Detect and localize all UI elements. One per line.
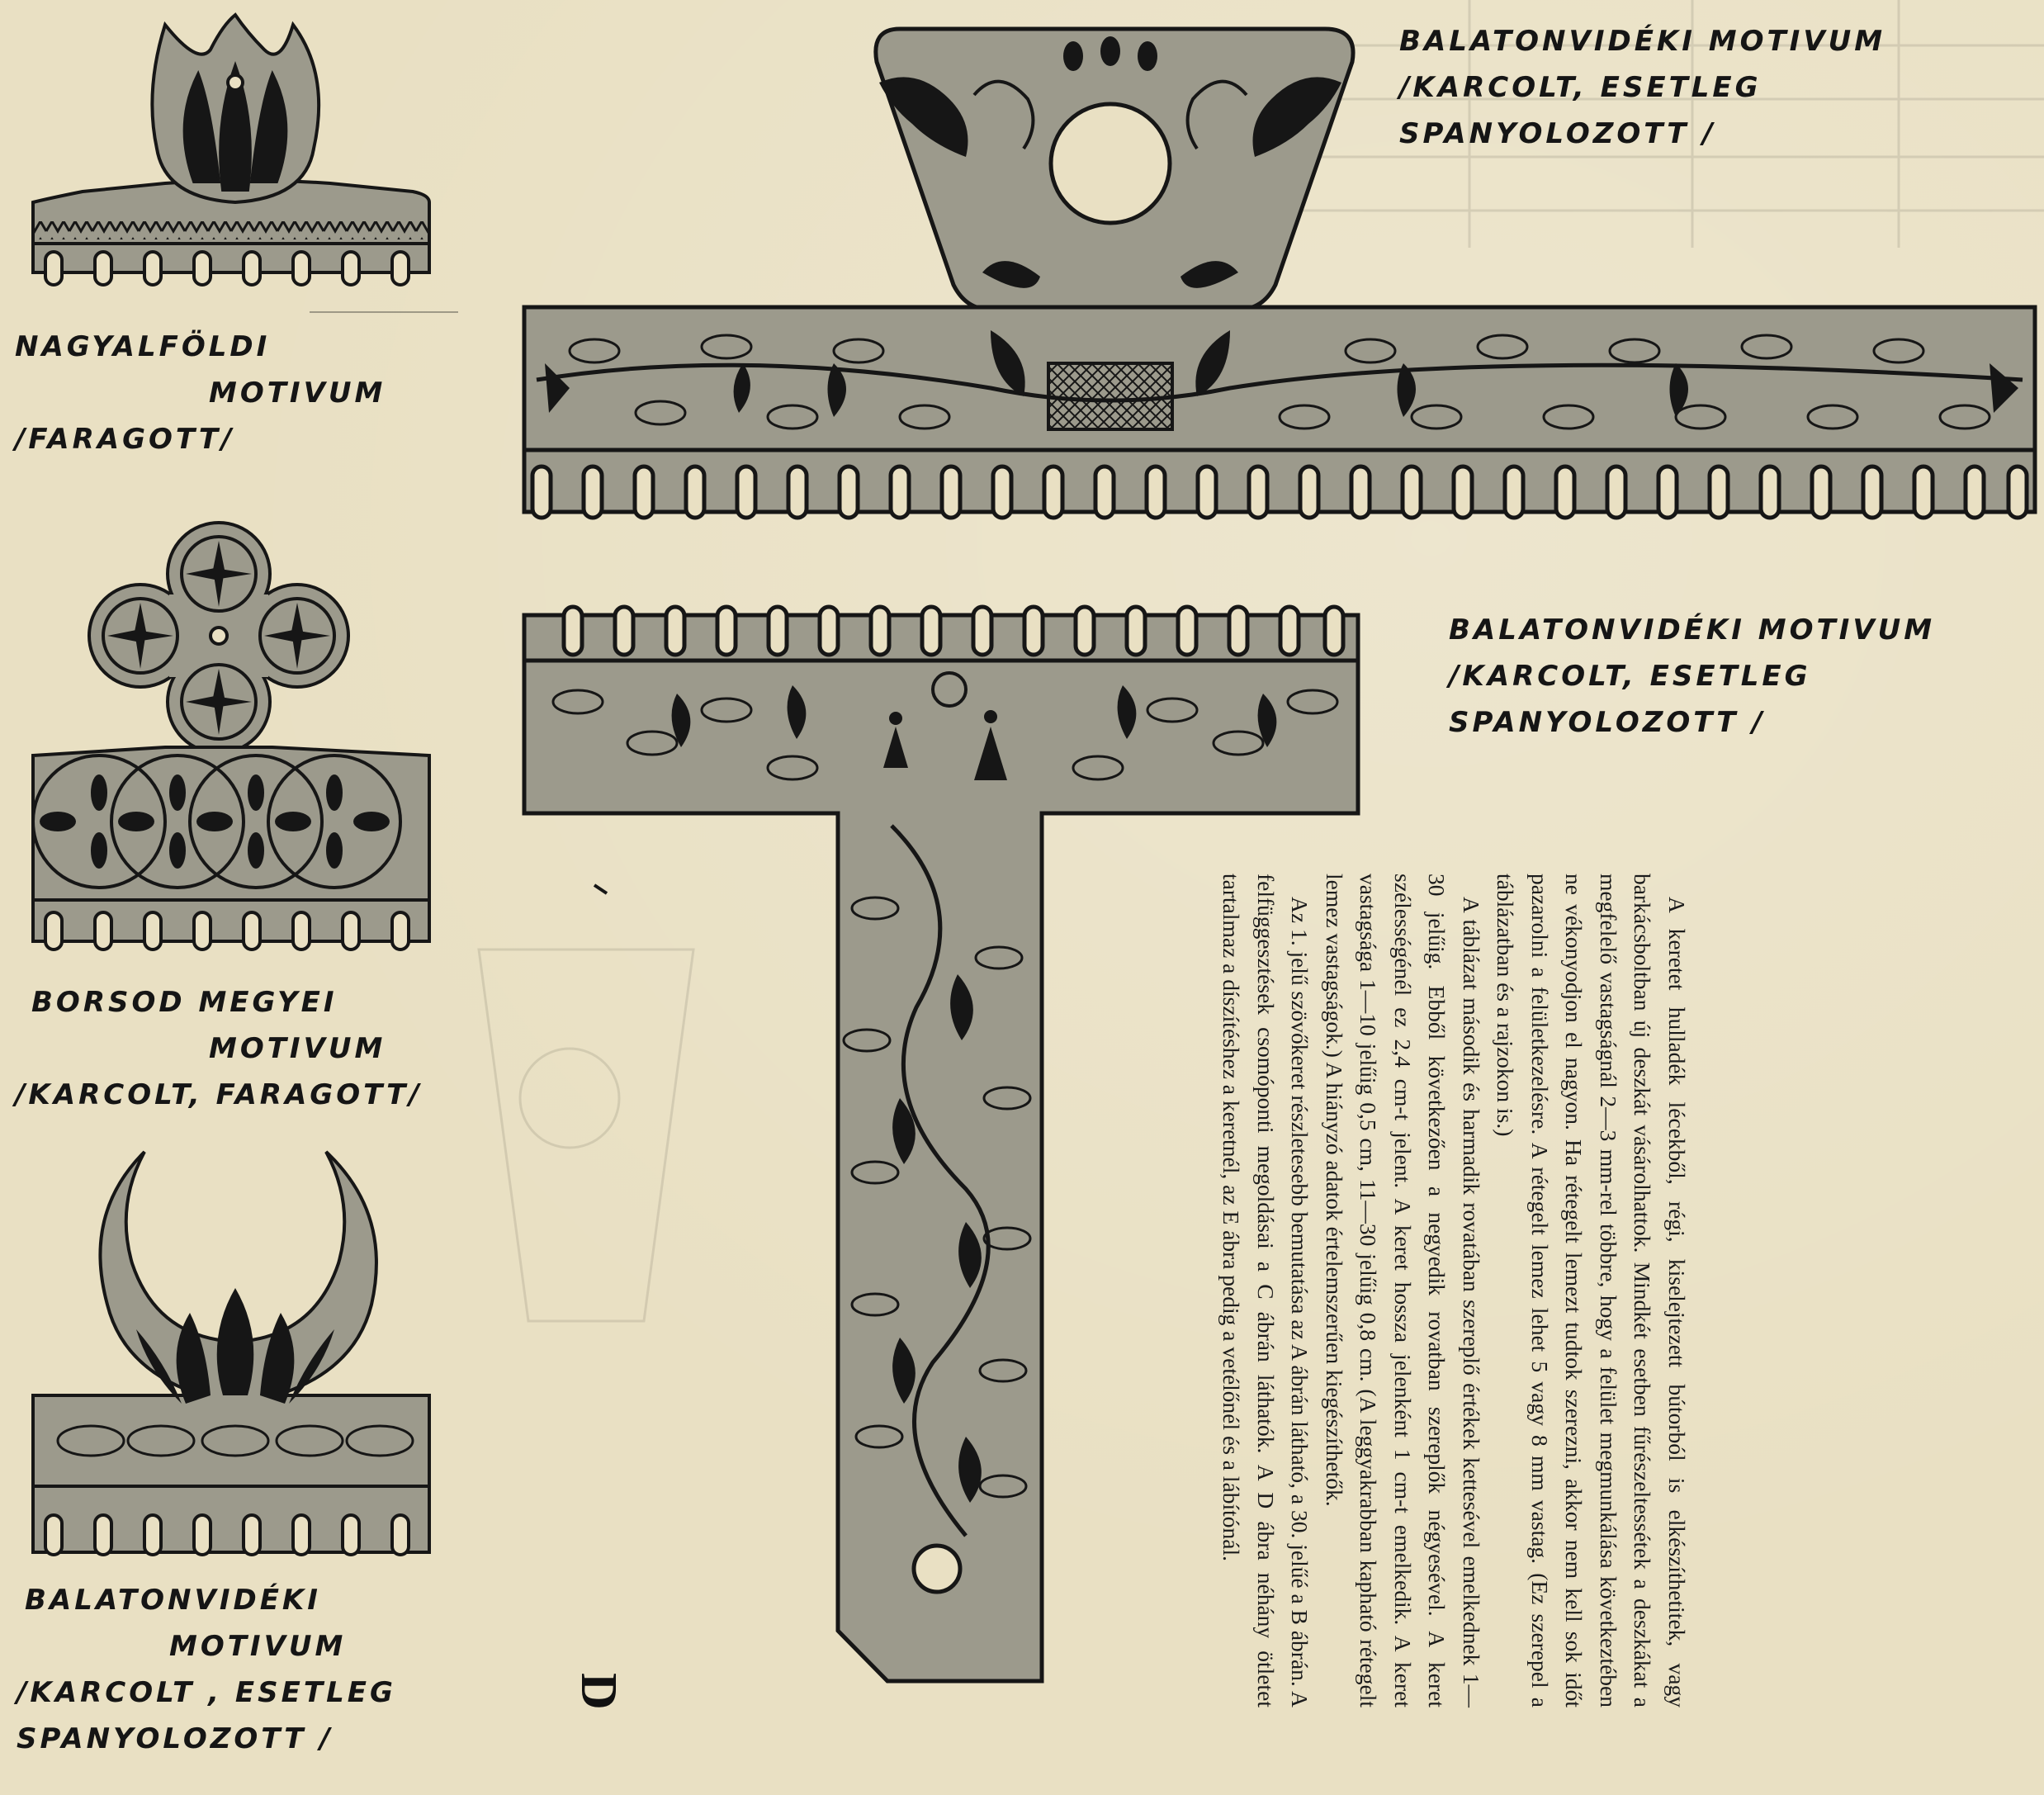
label-borsod-line3: /KARCOLT, FARAGOTT/	[15, 1078, 423, 1111]
label-borsod	[15, 979, 423, 1118]
tulip-icon	[152, 15, 319, 202]
label-balaton-left-line2: MOTIVUM	[169, 1630, 347, 1663]
label-balaton-left-line1: BALATONVIDÉKI	[25, 1584, 321, 1617]
label-balaton-mid-line2: /KARCOLT, ESETLEG	[1449, 660, 1811, 693]
figure-letter: D	[570, 1673, 627, 1710]
body-paragraph-3: Az 1. jelű szövőkeret részletesebb bemutatása az A ábrán látható, a 30. jelűé a B ábrán. A felfüggesztések csomóponti megoldásai a C ábrán láthatók. A D ábra néhány ötletet tartalmaz a díszítéshez a keretnél, az E ábra pedig a vetélőnél és a lábítónál.	[1218, 874, 1313, 1707]
borsod-comb	[33, 747, 429, 950]
label-nagyalfoldi-line1: NAGYALFÖLDI	[15, 330, 271, 363]
label-nagyalfoldi	[15, 324, 386, 462]
label-nagyalfoldi-line3: /FARAGOTT/	[15, 423, 235, 456]
top-frame-bar	[524, 307, 2035, 518]
label-balaton-top-line1: BALATONVIDÉKI MOTIVUM	[1399, 25, 1886, 58]
speck	[594, 885, 607, 893]
body-paragraph-2: A táblázat második és harmadik rovatában szereplő értékek kettesével emelkednek 1—30 jelűig. Ebből következően a negyedik rovatban szereplők négyesével. A keret szélességénél ez 2,4 cm-t jelent. A keret hossza jelenként 1 cm-t emelkedik. A keret vastagsága 1—10 jelűig 0,5 cm, 11—30 jelűig 0,8 cm. (A leggyakrabban kapható rétegelt lemez vastagságok.) A hiányzó adatok értelemszerűen kiegészíthetők.	[1322, 874, 1484, 1707]
label-balaton-left-line3: /KARCOLT , ESETLEG	[17, 1676, 396, 1709]
label-balaton-top-line2: /KARCOLT, ESETLEG	[1399, 71, 1762, 104]
label-balaton-mid-line3: SPANYOLOZOTT /	[1449, 706, 1766, 739]
label-balaton-left	[17, 1577, 396, 1762]
label-balaton-top-line3: SPANYOLOZOTT /	[1399, 117, 1716, 150]
borsod-rosettes	[89, 523, 348, 753]
label-balaton-left-line4: SPANYOLOZOTT /	[17, 1722, 334, 1755]
label-borsod-line2: MOTIVUM	[209, 1032, 386, 1065]
body-text-rotated	[1166, 874, 1694, 1707]
body-paragraph-1: A keretet hulladék lécekből, régi, kiselejtezett bútorból is elkészíthetitek, vagy barkácsboltban új deszkát vásárolhattok. Mindkét esetben fűrészeltessétek a deszkákat a megfelelő vastagságnál 2—3 mm-rel többre, hogy a felület megmunkálása következtében ne vékonyodjon el nagyon. Ha rétegelt lemezt tudtok szerezni, akkor nem kell sok időt pazarolni a felületkezelésre. A rétegelt lemez lehet 5 vagy 8 mm vastag. (Ez szerepel a táblázatban és a rajzokon is.)	[1493, 874, 1690, 1707]
label-balaton-mid	[1449, 607, 1935, 746]
top-frame-handle	[876, 29, 1353, 310]
label-balaton-top	[1399, 18, 1885, 157]
label-nagyalfoldi-line2: MOTIVUM	[209, 377, 386, 410]
crescent-comb	[33, 1152, 429, 1555]
label-borsod-line1: BORSOD MEGYEI	[31, 986, 338, 1019]
label-balaton-mid-line1: BALATONVIDÉKI MOTIVUM	[1449, 613, 1936, 646]
